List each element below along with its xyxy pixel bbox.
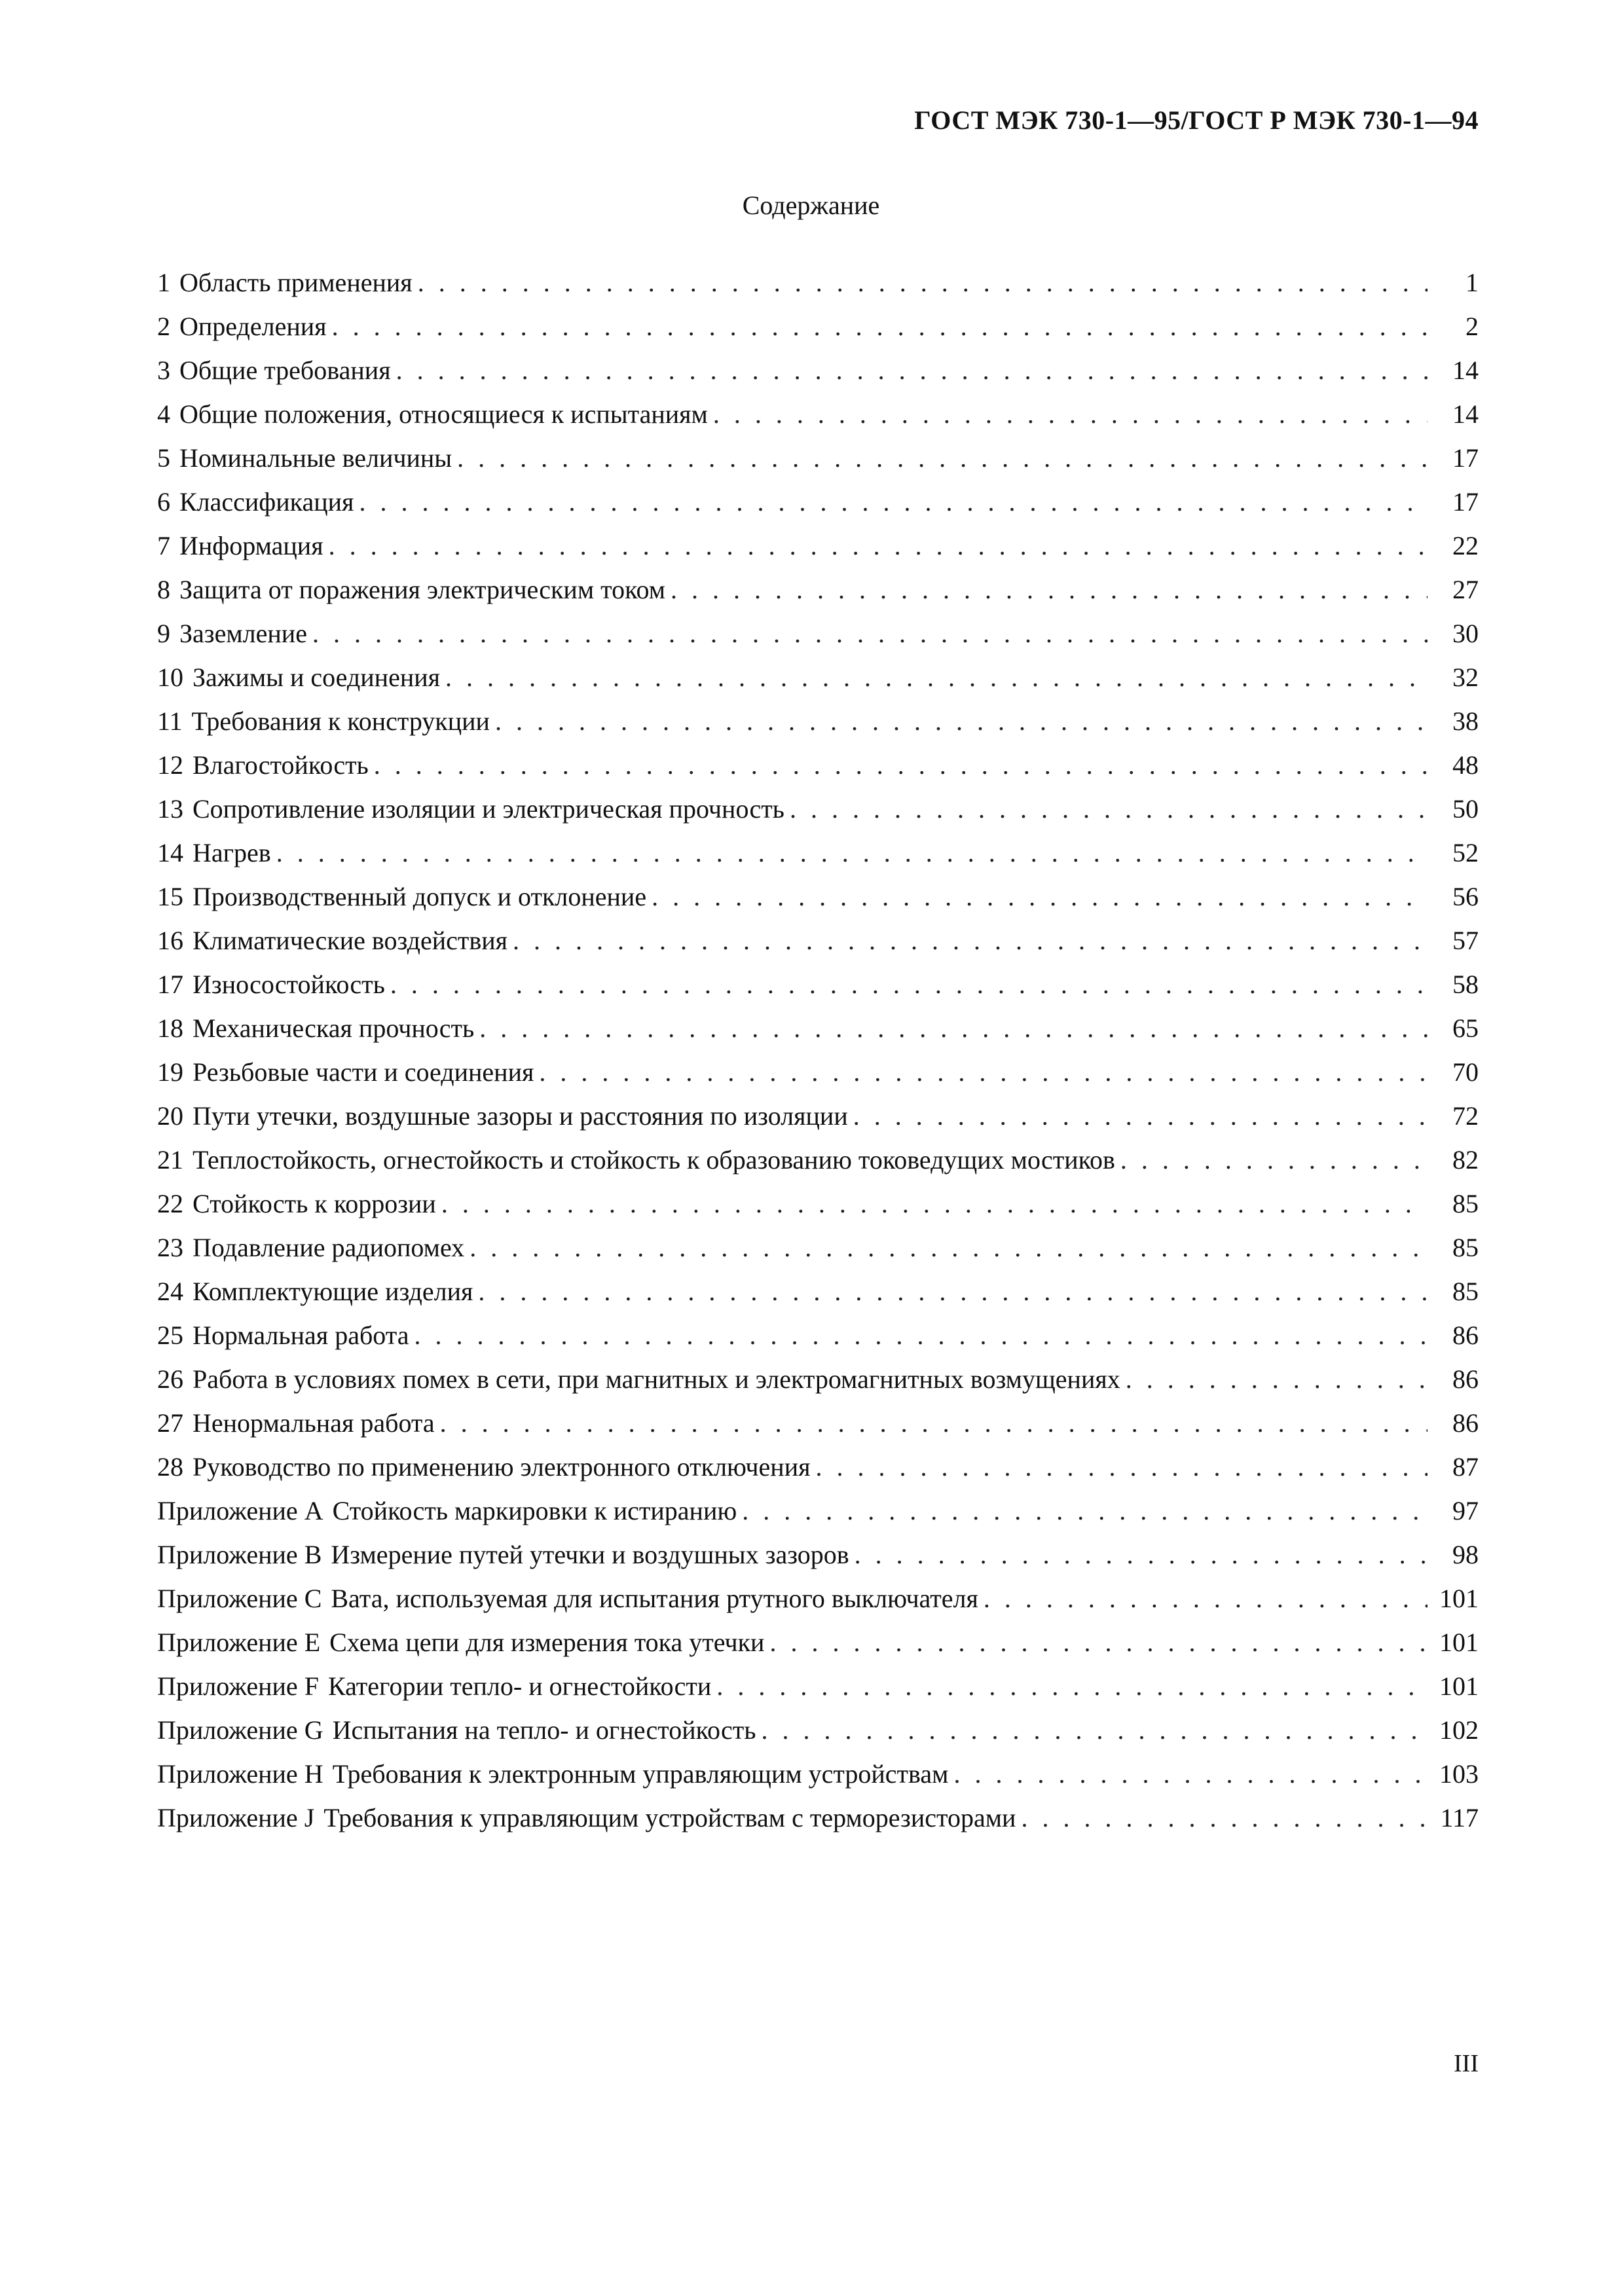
toc-entry[interactable] (157, 1489, 1479, 1533)
toc-entry-title: Испытания на тепло- и огнестойкость (332, 1715, 756, 1745)
toc-dot-leader (1021, 1796, 1428, 1840)
toc-entry-page: 48 (1452, 750, 1479, 780)
toc-entry-number: 24 (157, 1277, 183, 1306)
toc-entry[interactable] (157, 1269, 1479, 1313)
toc-entry-title: Требования к управляющим устройствам с терморезисторами (323, 1803, 1016, 1832)
toc-entry-label (157, 611, 307, 655)
toc-entry-page: 85 (1452, 1189, 1479, 1218)
toc-entry-label (157, 1357, 1120, 1401)
toc-entry-page: 101 (1439, 1584, 1479, 1613)
toc-dot-leader (1120, 1138, 1428, 1182)
toc-entry[interactable] (157, 1752, 1479, 1796)
toc-dot-leader (478, 1269, 1428, 1313)
toc-dot-leader (769, 1620, 1428, 1664)
toc-entry-number: Приложение H (157, 1759, 323, 1789)
toc-entry[interactable] (157, 304, 1479, 348)
toc-entry-title: Зажимы и соединения (193, 663, 441, 692)
toc-entry-label (157, 436, 452, 480)
toc-entry-title: Общие требования (179, 355, 391, 385)
toc-entry-label (157, 875, 646, 919)
toc-entry-title: Руководство по применению электронного отключения (193, 1452, 811, 1482)
toc-entry-page: 38 (1452, 706, 1479, 736)
toc-entry[interactable] (157, 480, 1479, 524)
toc-dot-leader (1126, 1357, 1428, 1401)
page-number: III (1454, 2050, 1479, 2077)
toc-entry-page: 82 (1452, 1145, 1479, 1175)
toc-entry-page: 32 (1452, 663, 1479, 692)
toc-entry-label (157, 1226, 464, 1269)
toc-entry[interactable] (157, 1708, 1479, 1752)
toc-entry-title: Информация (179, 531, 323, 560)
toc-entry-number: 11 (157, 706, 183, 736)
toc-entry-number: 5 (157, 443, 170, 473)
toc-entry-page: 117 (1440, 1803, 1479, 1832)
toc-dot-leader (671, 568, 1428, 611)
toc-entry-number: 6 (157, 487, 170, 517)
toc-entry-title: Стойкость к коррозии (193, 1189, 436, 1218)
toc-entry-label (157, 1752, 948, 1796)
toc-entry-page: 72 (1452, 1101, 1479, 1131)
toc-entry-title: Категории тепло- и огнестойкости (327, 1671, 712, 1701)
toc-entry-title: Заземление (179, 619, 307, 648)
toc-entry-label (157, 655, 440, 699)
toc-entry-page: 57 (1452, 926, 1479, 955)
toc-entry-page: 103 (1439, 1759, 1479, 1789)
toc-entry-label (157, 1269, 473, 1313)
toc-entry[interactable] (157, 261, 1479, 304)
toc-title: Содержание (742, 191, 880, 220)
toc-entry-number: Приложение J (157, 1803, 315, 1832)
toc-entry-title: Нагрев (193, 838, 271, 867)
toc-entry-number: Приложение E (157, 1628, 321, 1657)
toc-entry-page: 50 (1452, 794, 1479, 824)
toc-entry[interactable] (157, 1576, 1479, 1620)
toc-entry[interactable] (157, 831, 1479, 875)
toc-entry-number: Приложение A (157, 1496, 323, 1525)
toc-entry-number: 23 (157, 1233, 183, 1262)
toc-entry-number: 12 (157, 750, 183, 780)
toc-entry[interactable] (157, 1006, 1479, 1050)
toc-entry-page: 2 (1465, 312, 1479, 341)
toc-entry-number: 13 (157, 794, 183, 824)
toc-dot-leader (415, 1313, 1428, 1357)
toc-entry[interactable] (157, 919, 1479, 962)
toc-entry[interactable] (157, 1182, 1479, 1226)
toc-entry[interactable] (157, 1664, 1479, 1708)
toc-entry-number: 16 (157, 926, 183, 955)
toc-entry-label (157, 743, 369, 787)
toc-dot-leader (953, 1752, 1428, 1796)
toc-entry-page: 58 (1452, 970, 1479, 999)
toc-entry-number: 3 (157, 355, 170, 385)
toc-entry-page: 102 (1439, 1715, 1479, 1745)
toc-entry[interactable] (157, 436, 1479, 480)
toc-dot-leader (713, 392, 1428, 436)
toc-entry-label (157, 1138, 1115, 1182)
toc-entry-title: Требования к конструкции (191, 706, 490, 736)
toc-entry-label (157, 1401, 435, 1445)
toc-entry[interactable] (157, 1620, 1479, 1664)
toc-dot-leader (495, 699, 1428, 743)
toc-entry-number: 4 (157, 399, 170, 429)
toc-entry-number: 7 (157, 531, 170, 560)
toc-entry-page: 1 (1465, 268, 1479, 297)
toc-dot-leader (479, 1006, 1428, 1050)
toc-entry-number: 21 (157, 1145, 183, 1175)
toc-dot-leader (984, 1576, 1428, 1620)
toc-entry-label (157, 962, 385, 1006)
toc-entry-label (157, 1006, 474, 1050)
toc-entry-number: 19 (157, 1057, 183, 1087)
toc-entry-title: Механическая прочность (193, 1013, 475, 1043)
toc-entry-title: Требования к электронным управляющим устройствам (332, 1759, 949, 1789)
toc-entry[interactable] (157, 568, 1479, 611)
toc-entry-title: Вата, используемая для испытания ртутного выключателя (331, 1584, 978, 1613)
toc-entry-label (157, 1576, 978, 1620)
toc-entry-number: 28 (157, 1452, 183, 1482)
toc-entry-title: Схема цепи для измерения тока утечки (329, 1628, 765, 1657)
toc-entry[interactable] (157, 962, 1479, 1006)
toc-entry-page: 86 (1452, 1364, 1479, 1394)
toc-entry[interactable] (157, 875, 1479, 919)
toc-entry-page: 97 (1452, 1496, 1479, 1525)
toc-entry-label (157, 1489, 737, 1533)
toc-entry-title: Влагостойкость (193, 750, 369, 780)
toc-dot-leader (855, 1533, 1428, 1576)
toc-entry-title: Классификация (179, 487, 354, 517)
toc-entry[interactable] (157, 1138, 1479, 1182)
toc-entry-title: Климатические воздействия (193, 926, 508, 955)
toc-entry-number: 9 (157, 619, 170, 648)
toc-entry-title: Нормальная работа (193, 1321, 409, 1350)
toc-entry-label (157, 1796, 1016, 1840)
toc-entry-number: 22 (157, 1189, 183, 1218)
toc-entry[interactable] (157, 1357, 1479, 1401)
toc-dot-leader (276, 831, 1428, 875)
toc-entry-label (157, 1445, 811, 1489)
toc-dot-leader (359, 480, 1428, 524)
toc-entry-page: 101 (1439, 1628, 1479, 1657)
toc-entry-page: 17 (1452, 443, 1479, 473)
toc-entry[interactable] (157, 1445, 1479, 1489)
toc-entry-number: 20 (157, 1101, 183, 1131)
toc-dot-leader (513, 919, 1428, 962)
toc-dot-leader (418, 261, 1428, 304)
toc-dot-leader (441, 1182, 1428, 1226)
toc-entry-title: Номинальные величины (179, 443, 452, 473)
toc-entry-label (157, 1664, 711, 1708)
toc-entry-page: 86 (1452, 1321, 1479, 1350)
toc-entry-number: 2 (157, 312, 170, 341)
toc-entry-number: 8 (157, 575, 170, 604)
toc-entry[interactable] (157, 655, 1479, 699)
toc-entry-label (157, 1313, 409, 1357)
toc-entry-page: 14 (1452, 355, 1479, 385)
toc-entry-title: Комплектующие изделия (193, 1277, 473, 1306)
toc-entry[interactable] (157, 348, 1479, 392)
toc-entry-label (157, 1708, 756, 1752)
toc-entry-title: Пути утечки, воздушные зазоры и расстояния по изоляции (193, 1101, 848, 1131)
toc-dot-leader (374, 743, 1428, 787)
toc-dot-leader (761, 1708, 1428, 1752)
toc-entry-number: 15 (157, 882, 183, 911)
toc-entry-page: 98 (1452, 1540, 1479, 1569)
toc-entry[interactable] (157, 1533, 1479, 1576)
toc-entry-page: 14 (1452, 399, 1479, 429)
toc-entry[interactable] (157, 1401, 1479, 1445)
toc-entry-number: 1 (157, 268, 170, 297)
toc-entry[interactable] (157, 524, 1479, 568)
toc-entry-label (157, 304, 327, 348)
toc-entry-number: 18 (157, 1013, 183, 1043)
toc-entry[interactable] (157, 1313, 1479, 1357)
toc-dot-leader (539, 1050, 1428, 1094)
toc-dot-leader (853, 1094, 1428, 1138)
toc-entry-label (157, 568, 665, 611)
toc-dot-leader (329, 524, 1428, 568)
toc-entry-number: 26 (157, 1364, 183, 1394)
toc-entry-label (157, 699, 490, 743)
toc-entry-number: 25 (157, 1321, 183, 1350)
toc-entry-page: 27 (1452, 575, 1479, 604)
toc-entry-label (157, 480, 354, 524)
toc-dot-leader (390, 962, 1428, 1006)
toc-entry-title: Стойкость маркировки к истиранию (332, 1496, 737, 1525)
toc-entry[interactable] (157, 1226, 1479, 1269)
toc-entry-page: 85 (1452, 1277, 1479, 1306)
toc-entry-page: 17 (1452, 487, 1479, 517)
toc-entry-number: 10 (157, 663, 183, 692)
toc-entry-title: Защита от поражения электрическим током (179, 575, 666, 604)
toc-entry-title: Определения (179, 312, 327, 341)
toc-entry-title: Производственный допуск и отклонение (193, 882, 647, 911)
document-code-header: ГОСТ МЭК 730-1—95/ГОСТ Р МЭК 730-1—94 (914, 105, 1479, 135)
toc-entry-label (157, 392, 708, 436)
toc-entry-title: Измерение путей утечки и воздушных зазоров (331, 1540, 849, 1569)
toc-entry[interactable] (157, 1094, 1479, 1138)
toc-entry-page: 70 (1452, 1057, 1479, 1087)
toc-entry-page: 56 (1452, 882, 1479, 911)
toc-entry-number: 14 (157, 838, 183, 867)
toc-entry-title: Работа в условиях помех в сети, при магнитных и электромагнитных возмущениях (193, 1364, 1120, 1394)
toc-entry-number: Приложение B (157, 1540, 322, 1569)
toc-entry-page: 101 (1439, 1671, 1479, 1701)
toc-dot-leader (332, 304, 1428, 348)
toc-entry[interactable] (157, 392, 1479, 436)
toc-entry-title: Область применения (179, 268, 413, 297)
toc-entry[interactable] (157, 1050, 1479, 1094)
toc-dot-leader (470, 1226, 1428, 1269)
toc-entry-number: 17 (157, 970, 183, 999)
toc-entry-page: 22 (1452, 531, 1479, 560)
toc-entry-page: 87 (1452, 1452, 1479, 1482)
toc-entry-label (157, 1182, 436, 1226)
toc-entry-label (157, 919, 507, 962)
toc-dot-leader (445, 655, 1428, 699)
toc-entry-label (157, 1094, 848, 1138)
toc-entry-label (157, 1620, 764, 1664)
table-of-contents (157, 261, 1479, 1840)
toc-dot-leader (790, 787, 1428, 831)
toc-entry-label (157, 831, 271, 875)
toc-entry-label (157, 1533, 849, 1576)
toc-entry[interactable] (157, 1796, 1479, 1840)
toc-entry-title: Износостойкость (193, 970, 385, 999)
toc-entry-page: 86 (1452, 1408, 1479, 1438)
toc-dot-leader (396, 348, 1428, 392)
toc-entry-title: Резьбовые части и соединения (193, 1057, 534, 1087)
toc-dot-leader (716, 1664, 1428, 1708)
toc-entry-title: Ненормальная работа (193, 1408, 435, 1438)
toc-dot-leader (816, 1445, 1428, 1489)
toc-dot-leader (312, 611, 1428, 655)
toc-entry-number: Приложение G (157, 1715, 323, 1745)
toc-entry-label (157, 1050, 534, 1094)
toc-dot-leader (457, 436, 1428, 480)
toc-dot-leader (440, 1401, 1428, 1445)
toc-entry-number: 27 (157, 1408, 183, 1438)
toc-entry-page: 30 (1452, 619, 1479, 648)
toc-entry-title: Общие положения, относящиеся к испытаниям (179, 399, 708, 429)
toc-entry-title: Теплостойкость, огнестойкость и стойкость к образованию токоведущих мостиков (193, 1145, 1115, 1175)
toc-entry-label (157, 524, 323, 568)
toc-entry-page: 52 (1452, 838, 1479, 867)
toc-entry-number: Приложение C (157, 1584, 322, 1613)
toc-entry-title: Сопротивление изоляции и электрическая прочность (193, 794, 784, 824)
toc-entry-page: 85 (1452, 1233, 1479, 1262)
toc-entry-label (157, 787, 784, 831)
toc-entry[interactable] (157, 699, 1479, 743)
toc-entry-label (157, 261, 413, 304)
toc-entry[interactable] (157, 743, 1479, 787)
toc-entry-title: Подавление радиопомех (193, 1233, 465, 1262)
toc-entry[interactable] (157, 611, 1479, 655)
toc-entry-number: Приложение F (157, 1671, 319, 1701)
toc-entry-label (157, 348, 391, 392)
toc-dot-leader (652, 875, 1428, 919)
toc-entry[interactable] (157, 787, 1479, 831)
toc-dot-leader (742, 1489, 1428, 1533)
toc-entry-page: 65 (1452, 1013, 1479, 1043)
